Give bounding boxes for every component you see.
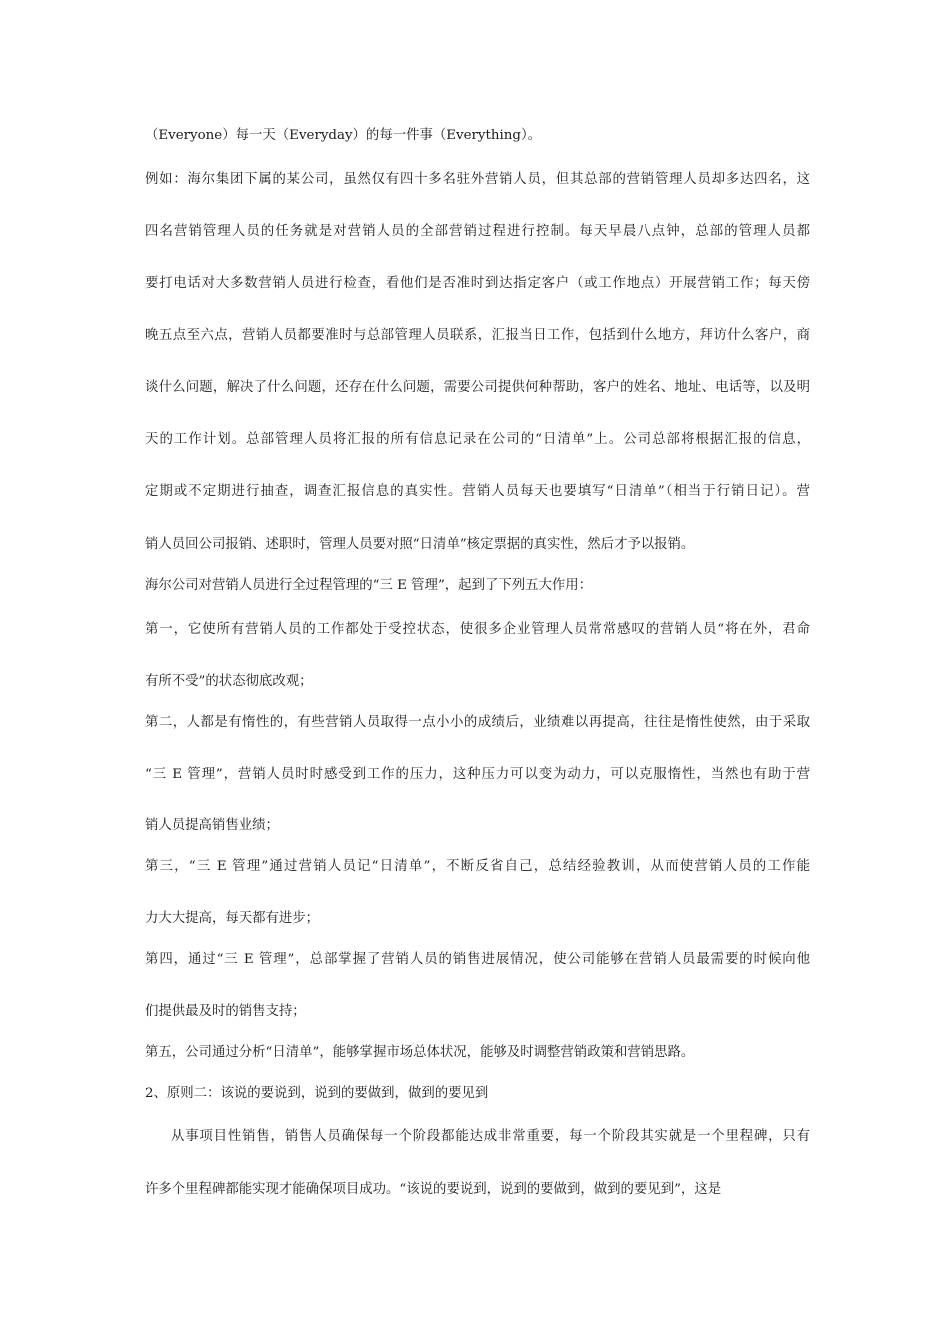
text-line: “三 E 管理”，营销人员时时感受到工作的压力，这种压力可以变为动力，可以克服惰性，当然也有助于营 xyxy=(145,767,810,782)
text-line: 销人员回公司报销、述职时，管理人员要对照“日清单”核定票据的真实性，然后才予以报销。 xyxy=(145,537,695,552)
text-line: 第三，“三 E 管理”通过营销人员记“日清单”，不断反省自己，总结经验教训，从而使营销人员的工作能 xyxy=(145,859,810,874)
text-line: 晚五点至六点，营销人员都要准时与总部管理人员联系，汇报当日工作，包括到什么地方，拜访什么客户，商 xyxy=(145,328,810,343)
text-line: 要打电话对大多数营销人员进行检查，看他们是否准时到达指定客户（或工作地点）开展营销工作；每天傍 xyxy=(145,276,810,291)
text-line: 们提供最及时的销售支持； xyxy=(145,1004,306,1019)
text-line: 例如：海尔集团下属的某公司，虽然仅有四十多名驻外营销人员，但其总部的营销管理人员却多达四名，这 xyxy=(145,172,810,187)
text-line: 海尔公司对营销人员进行全过程管理的“三 E 管理”，起到了下列五大作用： xyxy=(145,578,593,593)
text-line: 许多个里程碑都能实现才能确保项目成功。“该说的要说到，说到的要做到，做到的要见到”，这是 xyxy=(145,1182,722,1197)
text-line: 第四，通过“三 E 管理”，总部掌握了营销人员的销售进展情况，使公司能够在营销人员最需要的时候向他 xyxy=(145,952,810,967)
text-line: 四名营销管理人员的任务就是对营销人员的全部营销过程进行控制。每天早晨八点钟，总部的管理人员都 xyxy=(145,224,810,239)
text-line: 2、原则二：该说的要说到，说到的要做到，做到的要见到 xyxy=(145,1086,489,1101)
text-line: 天的工作计划。总部管理人员将汇报的所有信息记录在公司的“日清单”上。公司总部将根据汇报的信息， xyxy=(145,432,810,447)
text-line: 定期或不定期进行抽查，调查汇报信息的真实性。营销人员每天也要填写“日清单”（相当于行销日记）。营 xyxy=(145,484,810,499)
text-line: （Everyone）每一天（Everyday）的每一件事（Everything）。 xyxy=(145,128,542,143)
text-line: 第二，人都是有惰性的，有些营销人员取得一点小小的成绩后，业绩难以再提高，往往是惰性使然，由于采取 xyxy=(145,715,810,730)
text-line: 第五，公司通过分析“日清单”，能够掌握市场总体状况，能够及时调整营销政策和营销思路。 xyxy=(145,1045,695,1060)
text-line: 力大大提高，每天都有进步； xyxy=(145,911,320,926)
text-line: 谈什么问题，解决了什么问题，还存在什么问题，需要公司提供何种帮助，客户的姓名、地址、电话等，以及明 xyxy=(145,380,810,395)
text-line: 从事项目性销售，销售人员确保每一个阶段都能达成非常重要，每一个阶段其实就是一个里程碑，只有 xyxy=(171,1129,810,1144)
text-line: 第一，它使所有营销人员的工作都处于受控状态，使很多企业管理人员常常感叹的营销人员“将在外，君命 xyxy=(145,622,810,637)
text-line: 有所不受”的状态彻底改观； xyxy=(145,674,313,689)
text-line: 销人员提高销售业绩； xyxy=(145,818,279,833)
